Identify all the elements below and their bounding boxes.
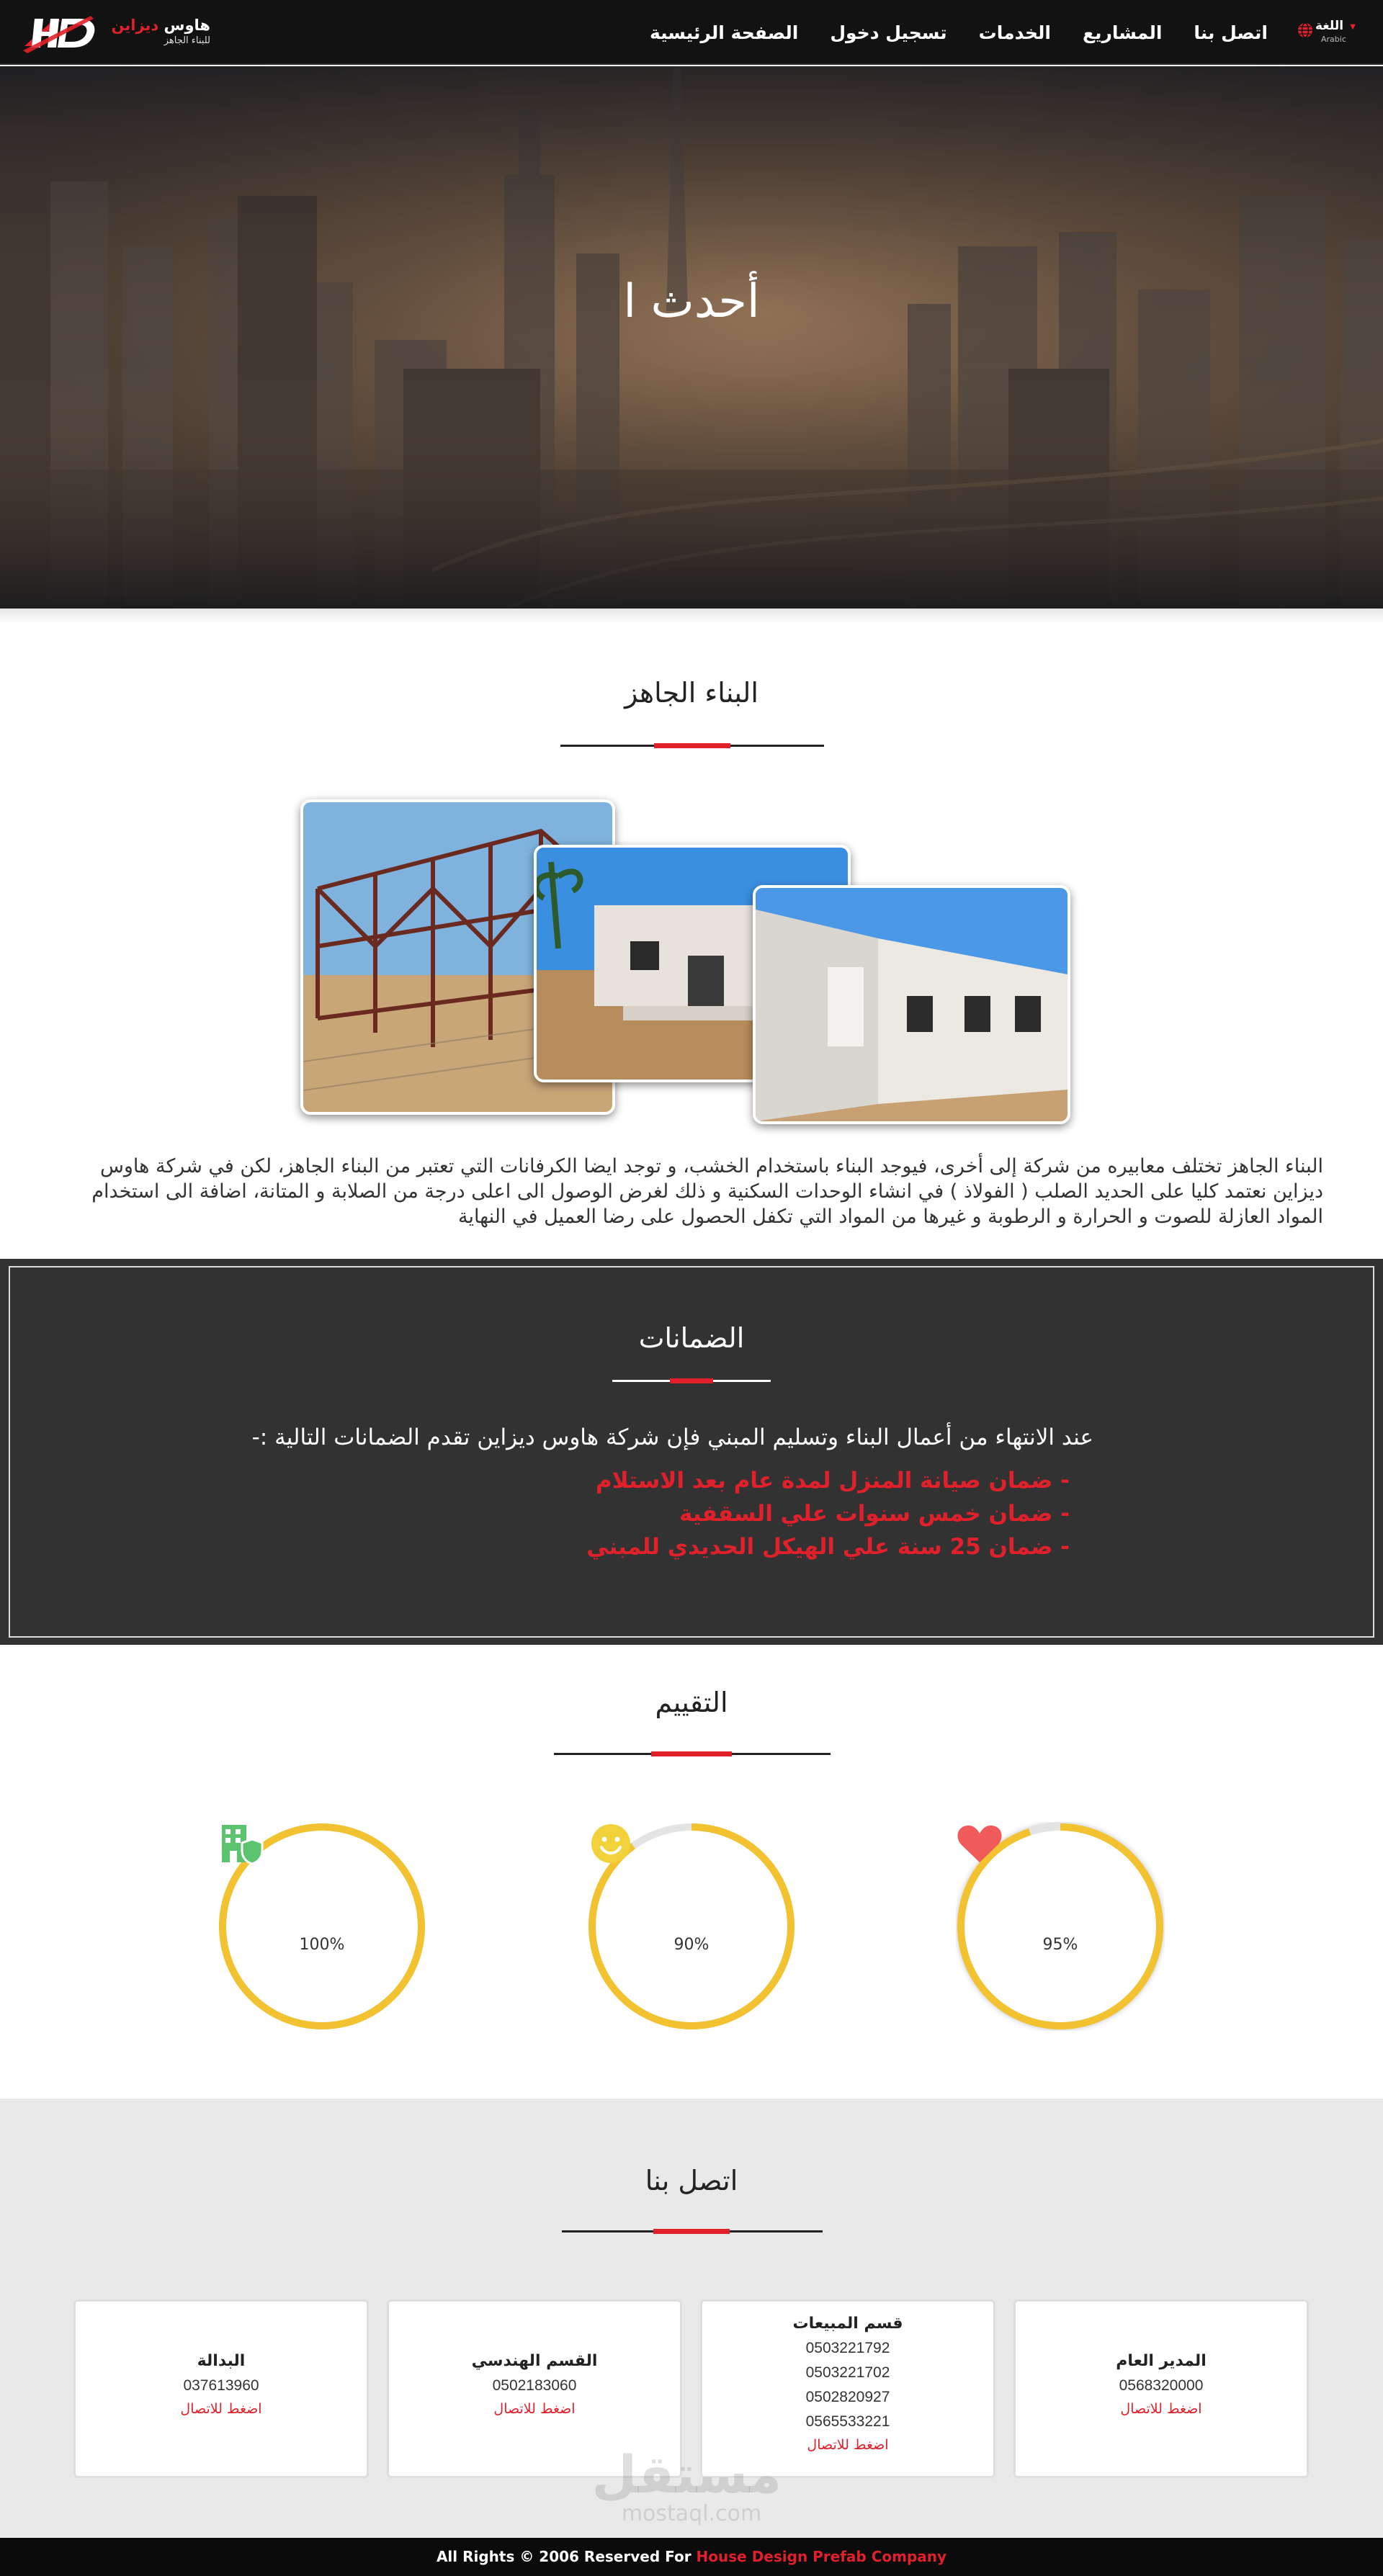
- footer-company-link[interactable]: House Design Prefab Company: [696, 2548, 947, 2565]
- nav-projects[interactable]: المشاريع: [1083, 22, 1163, 43]
- contact-phone: 037613960: [183, 2377, 259, 2394]
- prefab-description: البناء الجاهز تختلف معابيره من شركة إلى أخرى، فيوجد البناء باستخدام الخشب، و توجد ايضا الكرفانات التي تعتبر من البناء الجاهز، لكن في شركة هاوس ديزاين نعتمد كليا على الحديد الصلب ( الفولاذ ) في انشاء الوحدات السكنية و ذلك لغرض الوصول الى اعلى درجة من الصلابة و المتانة، اضافة الى استخدام المواد العازلة للصوت و الحرارة و الرطوبة و غيرها من المواد التي تكفل الحصول على رضا العميل في النهاية: [91, 1155, 1323, 1228]
- contact-title-rule: [562, 2230, 823, 2232]
- contact-card-title: المدير العام: [1116, 2352, 1207, 2370]
- brand-tagline: للبناء الجاهز: [164, 35, 210, 46]
- mostaql-watermark: [591, 2444, 782, 2526]
- brand-name-accent: ديزاين: [111, 17, 159, 34]
- nav-login[interactable]: تسجيل دخول: [830, 22, 947, 43]
- city-skyline-image: [0, 66, 1383, 610]
- smile-icon: [587, 1822, 635, 1865]
- caret-down-icon: ▼: [1350, 23, 1356, 31]
- ratings-title: التقييم: [655, 1687, 728, 1718]
- nav-home[interactable]: الصفحة الرئيسية: [649, 22, 799, 43]
- guarantees-section: [0, 1259, 1383, 1645]
- guarantees-title: الضمانات: [638, 1322, 745, 1354]
- language-label: اللغة: [1315, 19, 1344, 33]
- guarantee-item: - ضمان 25 سنة علي الهيكل الحديدي للمبني: [586, 1534, 1070, 1560]
- main-nav: [650, 0, 1268, 65]
- guarantee-item: - ضمان خمس سنوات علي السقفية: [679, 1501, 1070, 1527]
- rating-value: 90%: [673, 1936, 710, 1954]
- house-design-logo: [22, 13, 101, 53]
- heart-icon: [956, 1822, 1003, 1865]
- contact-card-general-manager: [1013, 2299, 1309, 2478]
- rating-satisfaction: [956, 1822, 1165, 2031]
- rating-building-safety: [218, 1822, 426, 2031]
- contact-phone: 0502183060: [492, 2377, 577, 2394]
- contact-phone: 0502820927: [805, 2389, 890, 2405]
- guarantee-item: - ضمان صيانة المنزل لمدة عام بعد الاستلام: [595, 1468, 1070, 1494]
- language-current: Arabic: [1321, 35, 1346, 44]
- guarantees-title-rule: [612, 1380, 771, 1382]
- contact-card-title: القسم الهندسي: [471, 2352, 598, 2370]
- guarantees-list: [216, 1464, 1070, 1563]
- contact-card-switchboard: [73, 2299, 369, 2478]
- brand-name: هاوس: [164, 17, 210, 34]
- watermark-arabic: مستقل: [591, 2444, 782, 2505]
- call-button[interactable]: اضغط للاتصال: [493, 2401, 576, 2417]
- rating-value: 100%: [299, 1936, 345, 1954]
- contact-phone: 0503221702: [805, 2364, 890, 2381]
- navbar: [0, 0, 1383, 65]
- hero-banner: [0, 66, 1383, 610]
- call-button[interactable]: اضغط للاتصال: [807, 2437, 889, 2453]
- prefab-title-rule: [560, 745, 824, 747]
- prefab-title: البناء الجاهز: [625, 677, 758, 709]
- call-button[interactable]: اضغط للاتصال: [1120, 2401, 1202, 2417]
- contact-card-title: قسم المبيعات: [792, 2315, 903, 2333]
- contact-card-title: البدالة: [197, 2352, 246, 2370]
- footer-copyright: All Rights © 2006 Reserved For: [436, 2548, 692, 2565]
- watermark-english: mostaql.com: [621, 2501, 762, 2526]
- globe-icon: [1297, 22, 1314, 39]
- contact-phone: 0568320000: [1119, 2377, 1204, 2394]
- language-dropdown[interactable]: [1291, 17, 1356, 49]
- contact-title: اتصل بنا: [645, 2165, 738, 2196]
- contact-phone: 0565533221: [805, 2413, 890, 2430]
- brand-logo-link[interactable]: [22, 10, 210, 55]
- nav-contact[interactable]: اتصل بنا: [1194, 22, 1268, 43]
- hero-title: أحدث ا: [623, 275, 760, 328]
- guarantees-intro: عند الانتهاء من أعمال البناء وتسليم المبني فإن شركة هاوس ديزاين تقدم الضمانات التالية :-: [251, 1424, 1093, 1450]
- building-shield-icon: [218, 1822, 265, 1865]
- photo-house-side: [753, 885, 1070, 1124]
- nav-services[interactable]: الخدمات: [978, 22, 1051, 43]
- rating-happiness: [587, 1822, 796, 2031]
- call-button[interactable]: اضغط للاتصال: [180, 2401, 262, 2417]
- ratings-title-rule: [554, 1753, 831, 1755]
- footer: [0, 2538, 1383, 2576]
- rating-value: 95%: [1042, 1936, 1078, 1954]
- contact-phone: 0503221792: [805, 2340, 890, 2356]
- hero-divider: [0, 609, 1383, 623]
